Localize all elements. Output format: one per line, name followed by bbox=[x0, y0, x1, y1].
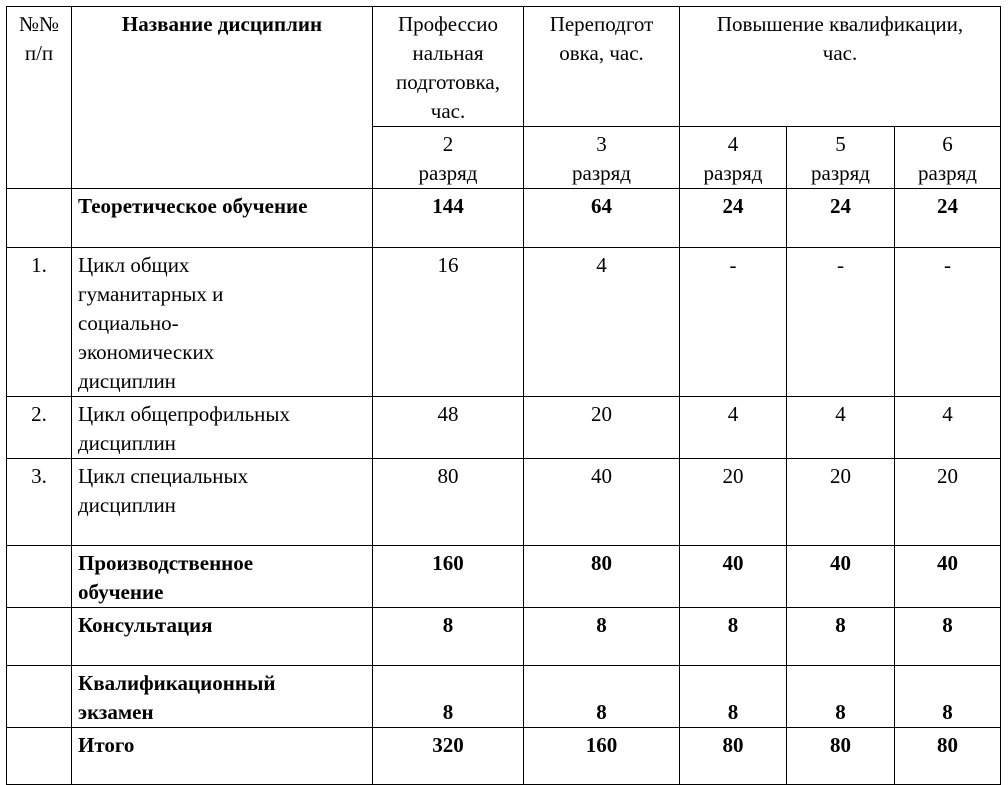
row-name bbox=[72, 189, 373, 248]
header-row bbox=[7, 7, 1001, 127]
row-value: 8 bbox=[524, 666, 680, 728]
table-row bbox=[7, 459, 1001, 546]
row-name bbox=[72, 728, 373, 785]
grade-cell bbox=[895, 127, 1001, 189]
row-name-line: экономических bbox=[78, 340, 215, 364]
table-row bbox=[7, 189, 1001, 248]
row-value: 8 bbox=[787, 608, 895, 666]
row-value: 80 bbox=[524, 546, 680, 608]
row-num bbox=[7, 546, 72, 608]
row-value: 4 bbox=[895, 397, 1001, 459]
row-value: 8 bbox=[373, 666, 524, 728]
row-value: 20 bbox=[524, 397, 680, 459]
grade-number: 4 bbox=[727, 132, 739, 156]
header-num-line: п/п bbox=[24, 41, 54, 65]
row-name bbox=[72, 546, 373, 608]
grade-number: 5 bbox=[835, 132, 846, 156]
row-num: 1. bbox=[7, 248, 72, 397]
grade-cell bbox=[524, 127, 680, 189]
row-value: 8 bbox=[787, 666, 895, 728]
row-num bbox=[7, 608, 72, 666]
header-retrain bbox=[524, 7, 680, 127]
row-num: 3. bbox=[7, 459, 72, 546]
table-row bbox=[7, 728, 1001, 785]
row-name bbox=[72, 248, 373, 397]
curriculum-table bbox=[6, 6, 1001, 785]
header-qual-line: Повышение квалификации, bbox=[716, 12, 964, 36]
table-row bbox=[7, 666, 1001, 728]
row-num bbox=[7, 666, 72, 728]
table-row bbox=[7, 608, 1001, 666]
row-name-line: дисциплин bbox=[78, 431, 176, 455]
table-row bbox=[7, 546, 1001, 608]
row-value: 24 bbox=[787, 189, 895, 248]
grade-cell bbox=[373, 127, 524, 189]
row-name-line: социально- bbox=[78, 311, 179, 335]
header-qual-line: час. bbox=[822, 41, 858, 65]
row-name-line: дисциплин bbox=[78, 493, 176, 517]
row-num: 2. bbox=[7, 397, 72, 459]
row-value: 80 bbox=[680, 728, 787, 785]
header-qual bbox=[680, 7, 1001, 127]
row-name bbox=[72, 397, 373, 459]
header-name: Название дисциплин bbox=[72, 7, 373, 189]
row-value: 320 bbox=[373, 728, 524, 785]
row-name-line: Производственное bbox=[78, 551, 254, 575]
row-name-line: обучение bbox=[78, 580, 164, 604]
row-name-line: Цикл общих bbox=[78, 253, 190, 277]
row-name-line: экзамен bbox=[78, 700, 154, 724]
row-value: 80 bbox=[373, 459, 524, 546]
grade-label: разряд bbox=[572, 161, 631, 185]
header-prof-line: нальная bbox=[412, 41, 484, 65]
row-value: 160 bbox=[373, 546, 524, 608]
row-value: 8 bbox=[680, 666, 787, 728]
row-value: 24 bbox=[680, 189, 787, 248]
row-value: 4 bbox=[680, 397, 787, 459]
grade-label: разряд bbox=[811, 161, 870, 185]
grade-label: разряд bbox=[418, 161, 478, 185]
row-value: 40 bbox=[524, 459, 680, 546]
header-retrain-line: Переподгот bbox=[549, 12, 654, 36]
row-num bbox=[7, 728, 72, 785]
header-prof-line: Профессио bbox=[398, 12, 498, 36]
row-value: 48 bbox=[373, 397, 524, 459]
row-value: 8 bbox=[895, 608, 1001, 666]
table-row bbox=[7, 397, 1001, 459]
row-value: 4 bbox=[524, 248, 680, 397]
row-value: 16 bbox=[373, 248, 524, 397]
row-value: 40 bbox=[680, 546, 787, 608]
row-value: 20 bbox=[895, 459, 1001, 546]
row-value: 8 bbox=[680, 608, 787, 666]
row-value: 64 bbox=[524, 189, 680, 248]
row-value: 20 bbox=[680, 459, 787, 546]
row-value: 8 bbox=[524, 608, 680, 666]
grade-number: 6 bbox=[942, 132, 953, 156]
row-name-line: Цикл общепрофильных bbox=[78, 402, 290, 426]
row-name-line: Итого bbox=[78, 733, 135, 757]
row-name bbox=[72, 459, 373, 546]
row-value: 40 bbox=[787, 546, 895, 608]
row-value: 80 bbox=[787, 728, 895, 785]
header-prof bbox=[373, 7, 524, 127]
grade-cell bbox=[680, 127, 787, 189]
header-retrain-line: овка, час. bbox=[559, 41, 644, 65]
row-name-line: Квалификационный bbox=[78, 671, 276, 695]
row-value: - bbox=[680, 248, 787, 397]
grade-number: 3 bbox=[596, 132, 607, 156]
row-value: 144 bbox=[373, 189, 524, 248]
grade-number: 2 bbox=[442, 132, 454, 156]
row-value: - bbox=[895, 248, 1001, 397]
row-value: 80 bbox=[895, 728, 1001, 785]
row-name-line: Консультация bbox=[78, 613, 213, 637]
row-name-line: Цикл специальных bbox=[78, 464, 249, 488]
row-value: 4 bbox=[787, 397, 895, 459]
header-num-line: №№ bbox=[18, 12, 60, 36]
row-num bbox=[7, 189, 72, 248]
grade-label: разряд bbox=[703, 161, 763, 185]
row-value: 160 bbox=[524, 728, 680, 785]
row-name bbox=[72, 666, 373, 728]
header-prof-line: час. bbox=[430, 99, 466, 123]
row-value: 8 bbox=[373, 608, 524, 666]
table-row bbox=[7, 248, 1001, 397]
row-name-line: Теоретическое обучение bbox=[78, 194, 308, 218]
grade-cell bbox=[787, 127, 895, 189]
header-num bbox=[7, 7, 72, 189]
row-value: 20 bbox=[787, 459, 895, 546]
header-prof-line: подготовка, bbox=[396, 70, 500, 94]
grade-label: разряд bbox=[918, 161, 977, 185]
row-value: 8 bbox=[895, 666, 1001, 728]
row-value: 24 bbox=[895, 189, 1001, 248]
row-name-line: гуманитарных и bbox=[78, 282, 224, 306]
row-value: 40 bbox=[895, 546, 1001, 608]
row-name bbox=[72, 608, 373, 666]
row-value: - bbox=[787, 248, 895, 397]
row-name-line: дисциплин bbox=[78, 369, 176, 393]
